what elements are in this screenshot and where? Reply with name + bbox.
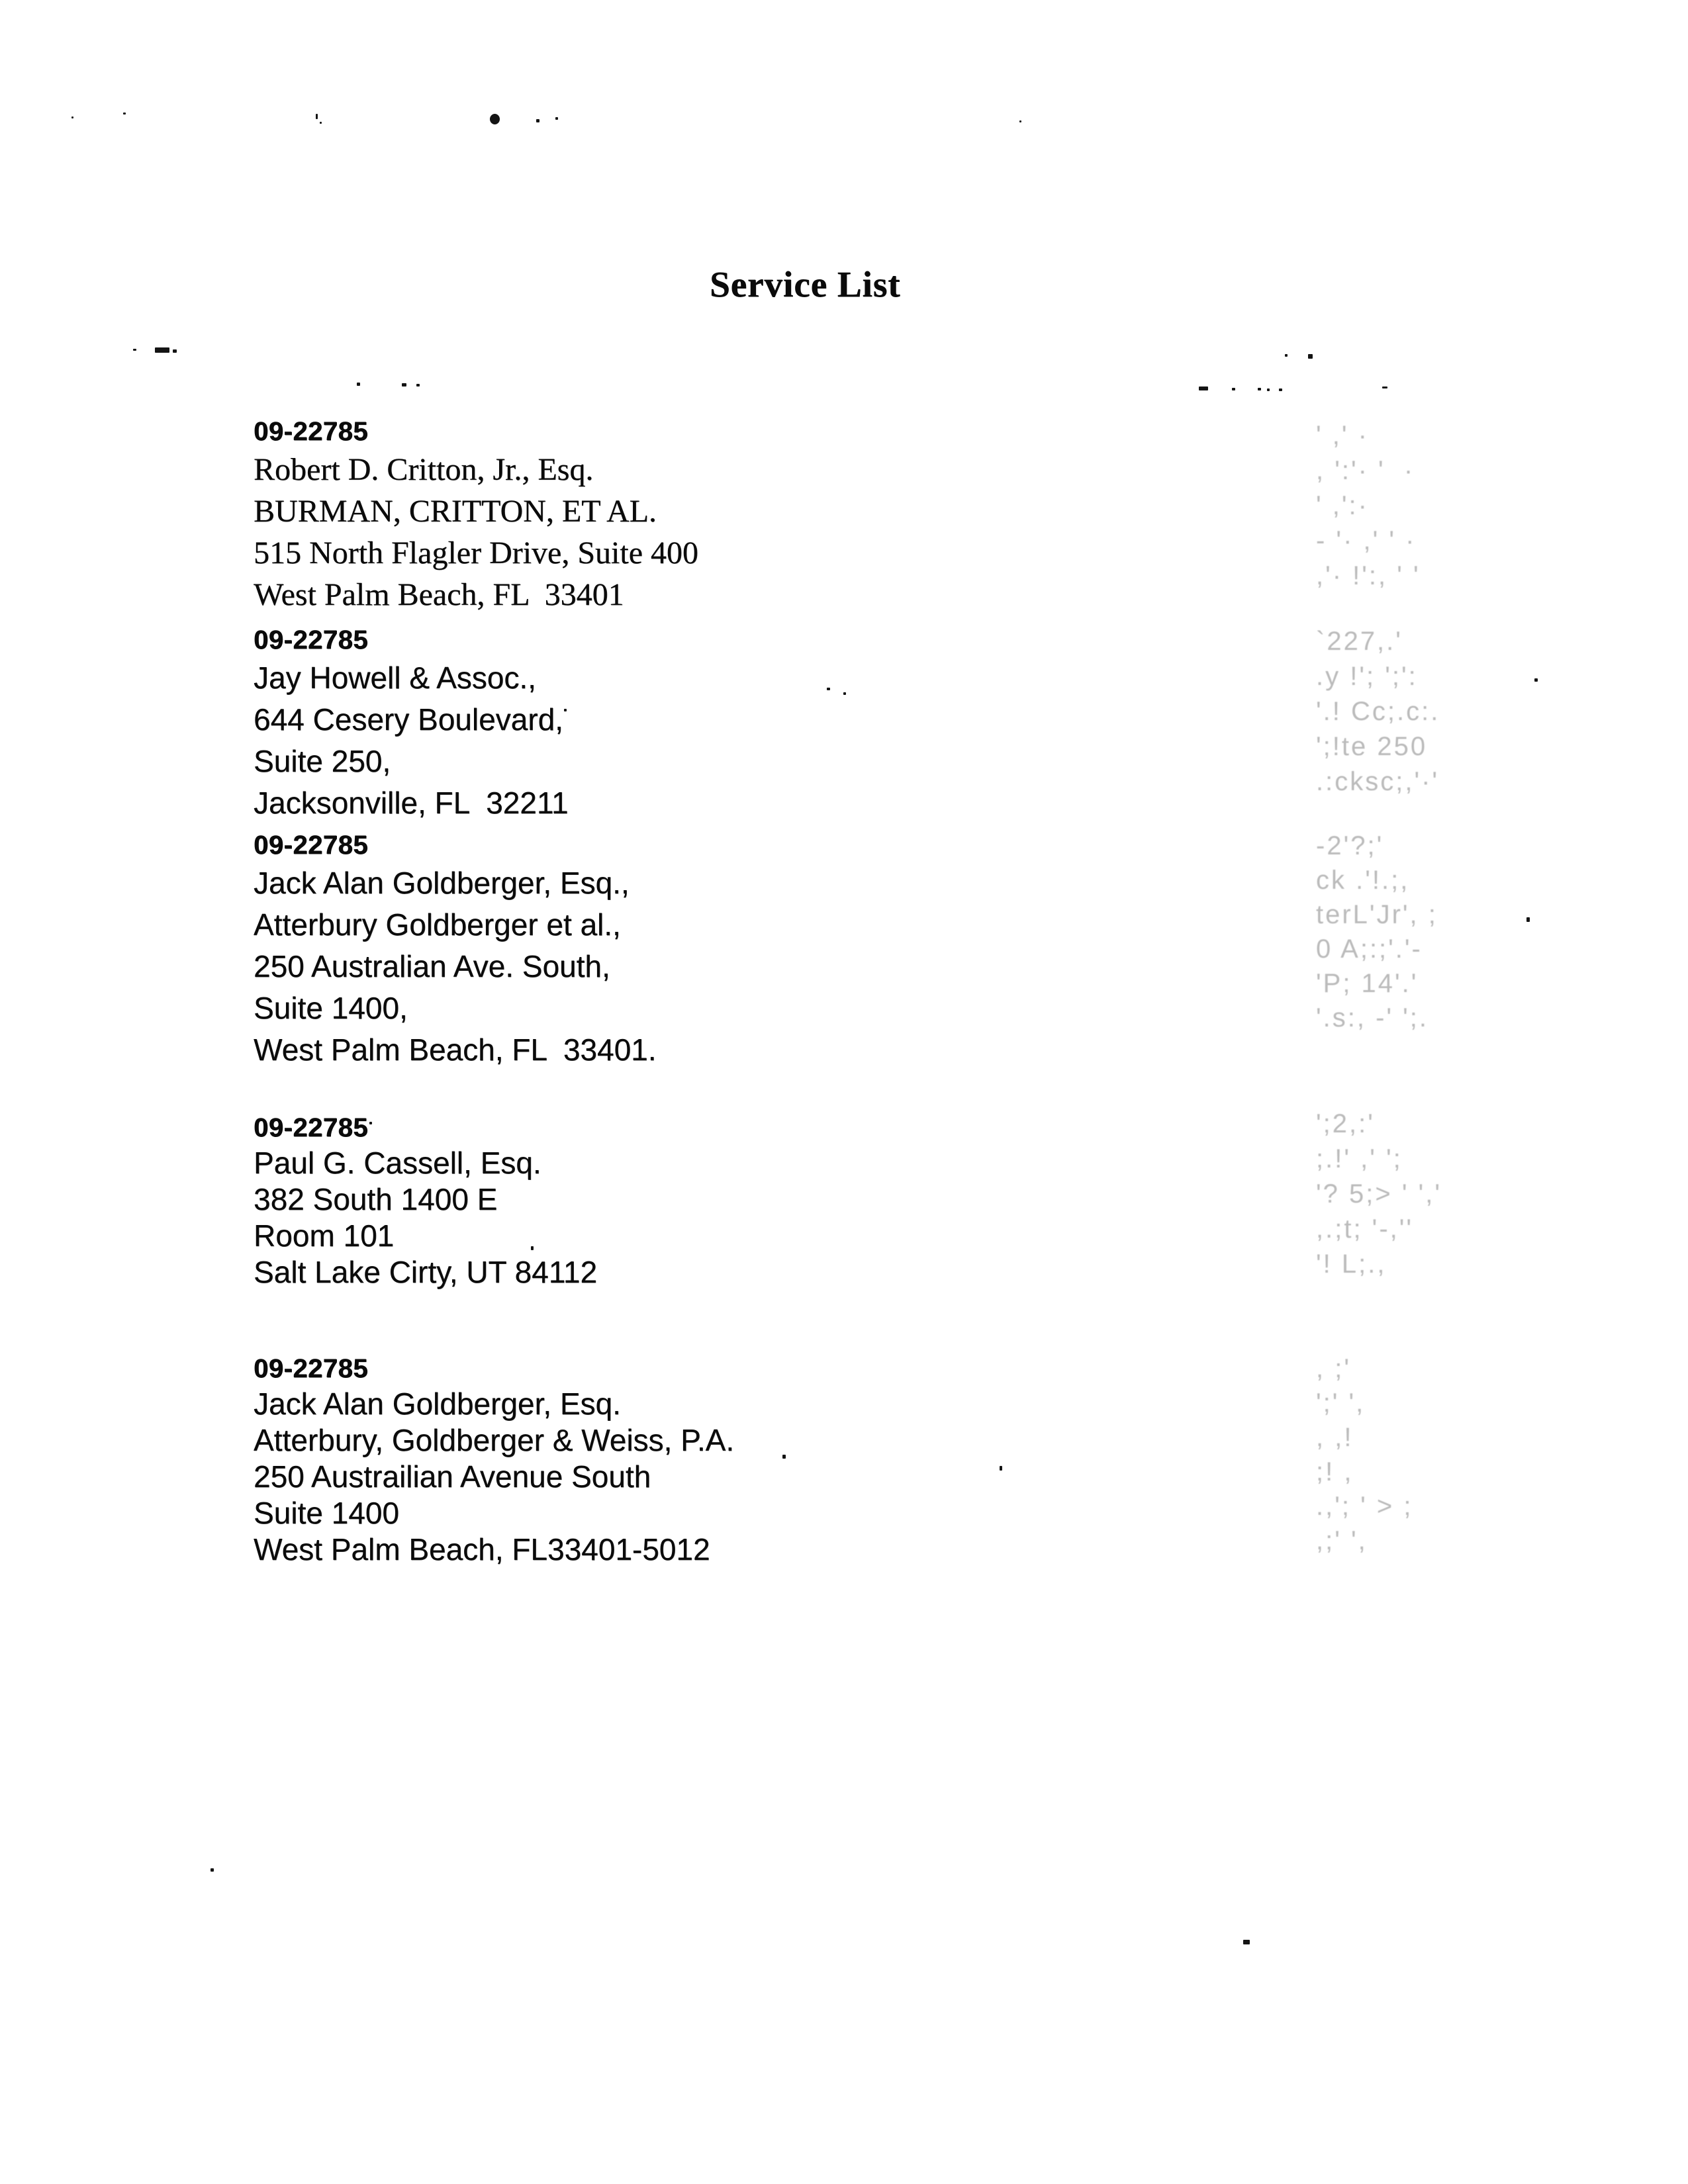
address-line: Jack Alan Goldberger, Esq.	[254, 1387, 621, 1421]
noise-speck	[1232, 388, 1235, 390]
ghost-line: ,'· !':, ' '	[1316, 561, 1421, 590]
noise-speck	[1382, 387, 1387, 388]
address-line: 250 Australian Ave. South,	[254, 949, 610, 983]
noise-speck	[1243, 1940, 1250, 1944]
address-line: Suite 1400	[254, 1496, 399, 1530]
service-entry-4	[254, 1113, 597, 1291]
ghost-line: ';!te 250	[1316, 732, 1428, 761]
address-line: West Palm Beach, FL 33401.	[254, 1032, 657, 1067]
ghost-line: '.! Cc;.c:.	[1316, 697, 1440, 726]
address-block	[254, 657, 569, 824]
ghost-line: '? 5;> ' ','	[1316, 1179, 1442, 1208]
ghost-line: 0 A;:;'.'-	[1316, 934, 1423, 964]
address-block	[254, 1386, 734, 1568]
service-entry-1	[254, 417, 698, 615]
service-entry-5	[254, 1354, 734, 1568]
ghost-line: ' ,' ·	[1316, 421, 1369, 450]
ghost-line: `227,.'	[1316, 627, 1403, 656]
case-number: 09-22785	[254, 1113, 369, 1142]
case-number: 09-22785	[254, 1354, 369, 1383]
noise-speck	[1000, 1466, 1002, 1471]
address-line: Jay Howell & Assoc.,	[254, 660, 536, 695]
noise-speck	[564, 709, 567, 711]
address-line: 515 North Flagler Drive, Suite 400	[254, 535, 698, 570]
noise-speck	[402, 383, 406, 387]
ghost-text-block-5	[1316, 1351, 1413, 1558]
ghost-line: ;! ,	[1316, 1457, 1354, 1486]
noise-speck	[531, 1246, 534, 1250]
ghost-line: , ;'	[1316, 1354, 1351, 1383]
address-line: Atterbury Goldberger et al.,	[254, 907, 621, 942]
case-number: 09-22785	[254, 625, 369, 655]
address-line: Jack Alan Goldberger, Esq.,	[254, 866, 630, 900]
ghost-line: ';2,:'	[1316, 1109, 1375, 1138]
address-line: Robert D. Critton, Jr., Esq.	[254, 452, 594, 487]
ghost-line: 'P; 14'.'	[1316, 969, 1419, 998]
ghost-line: , ,!	[1316, 1423, 1354, 1452]
ghost-text-block-1	[1316, 418, 1421, 594]
noise-speck	[1279, 388, 1282, 391]
noise-speck	[133, 349, 136, 351]
address-line: West Palm Beach, FL33401-5012	[254, 1532, 710, 1567]
address-block	[254, 449, 698, 615]
ghost-line: ck .'!.;,	[1316, 866, 1410, 895]
noise-speck	[320, 122, 322, 124]
noise-speck	[1285, 354, 1288, 357]
ghost-line: ;.!' ,' ';	[1316, 1144, 1403, 1173]
noise-speck	[316, 114, 318, 119]
service-entry-3	[254, 831, 657, 1071]
noise-speck	[173, 349, 177, 353]
noise-speck	[1267, 388, 1270, 391]
page-title: Service List	[710, 264, 901, 304]
address-line: Suite 250,	[254, 744, 391, 778]
address-block	[254, 1145, 597, 1291]
noise-speck	[843, 692, 846, 695]
ghost-text-block-3	[1316, 829, 1438, 1035]
ghost-line: .,'; ' > ;	[1316, 1492, 1413, 1521]
ghost-line: ,;' ',	[1316, 1526, 1368, 1555]
ghost-line: - '· ,' ' ·	[1316, 526, 1417, 555]
noise-speck	[536, 119, 539, 122]
noise-speck	[155, 347, 169, 353]
noise-speck	[1019, 120, 1021, 122]
ghost-text-block-2	[1316, 624, 1440, 799]
address-block	[254, 862, 657, 1071]
address-line: 250 Austrailian Avenue South	[254, 1459, 651, 1494]
address-line: Salt Lake Cirty, UT 84112	[254, 1255, 598, 1289]
noise-speck	[1308, 354, 1313, 359]
case-number: 09-22785	[254, 417, 369, 446]
ghost-line: terL'Jr', ;	[1316, 900, 1438, 929]
ghost-line: -2'?;'	[1316, 831, 1384, 860]
ghost-line: '.s:, -' ';.	[1316, 1003, 1429, 1032]
noise-speck	[1199, 387, 1208, 390]
ghost-line: ,.;t; '-,''	[1316, 1214, 1414, 1244]
address-line: 644 Cesery Boulevard,	[254, 702, 563, 737]
ghost-line: .y !'; ';':	[1316, 662, 1418, 691]
address-line: Jacksonville, FL 32211	[254, 786, 569, 820]
ghost-line: .:cksc;,'·'	[1316, 767, 1440, 796]
address-line: Paul G. Cassell, Esq.	[254, 1146, 541, 1180]
noise-speck	[369, 1122, 372, 1124]
noise-speck	[490, 114, 500, 124]
noise-speck	[416, 384, 420, 387]
address-line: Suite 1400,	[254, 991, 408, 1025]
ghost-text-block-4	[1316, 1107, 1442, 1282]
service-entry-2	[254, 625, 569, 824]
noise-speck	[827, 688, 830, 690]
ghost-line: ' ,':·	[1316, 491, 1369, 520]
noise-speck	[357, 383, 360, 386]
ghost-line: , ':'· ' ·	[1316, 456, 1415, 485]
ghost-line: '! L;.,	[1316, 1250, 1387, 1279]
ghost-line: ';' ',	[1316, 1388, 1366, 1418]
noise-speck	[71, 116, 73, 118]
noise-speck	[1534, 678, 1538, 682]
address-line: West Palm Beach, FL 33401	[254, 577, 624, 612]
noise-speck	[123, 113, 126, 114]
address-line: BURMAN, CRITTON, ET AL.	[254, 494, 657, 529]
address-line: Atterbury, Goldberger & Weiss, P.A.	[254, 1423, 735, 1457]
noise-speck	[555, 117, 558, 120]
noise-speck	[782, 1455, 786, 1459]
noise-speck	[1526, 917, 1530, 922]
noise-speck	[1258, 388, 1261, 390]
address-line: 382 South 1400 E	[254, 1182, 498, 1216]
case-number: 09-22785	[254, 831, 369, 860]
address-line: Room 101	[254, 1218, 395, 1253]
noise-speck	[211, 1868, 214, 1872]
